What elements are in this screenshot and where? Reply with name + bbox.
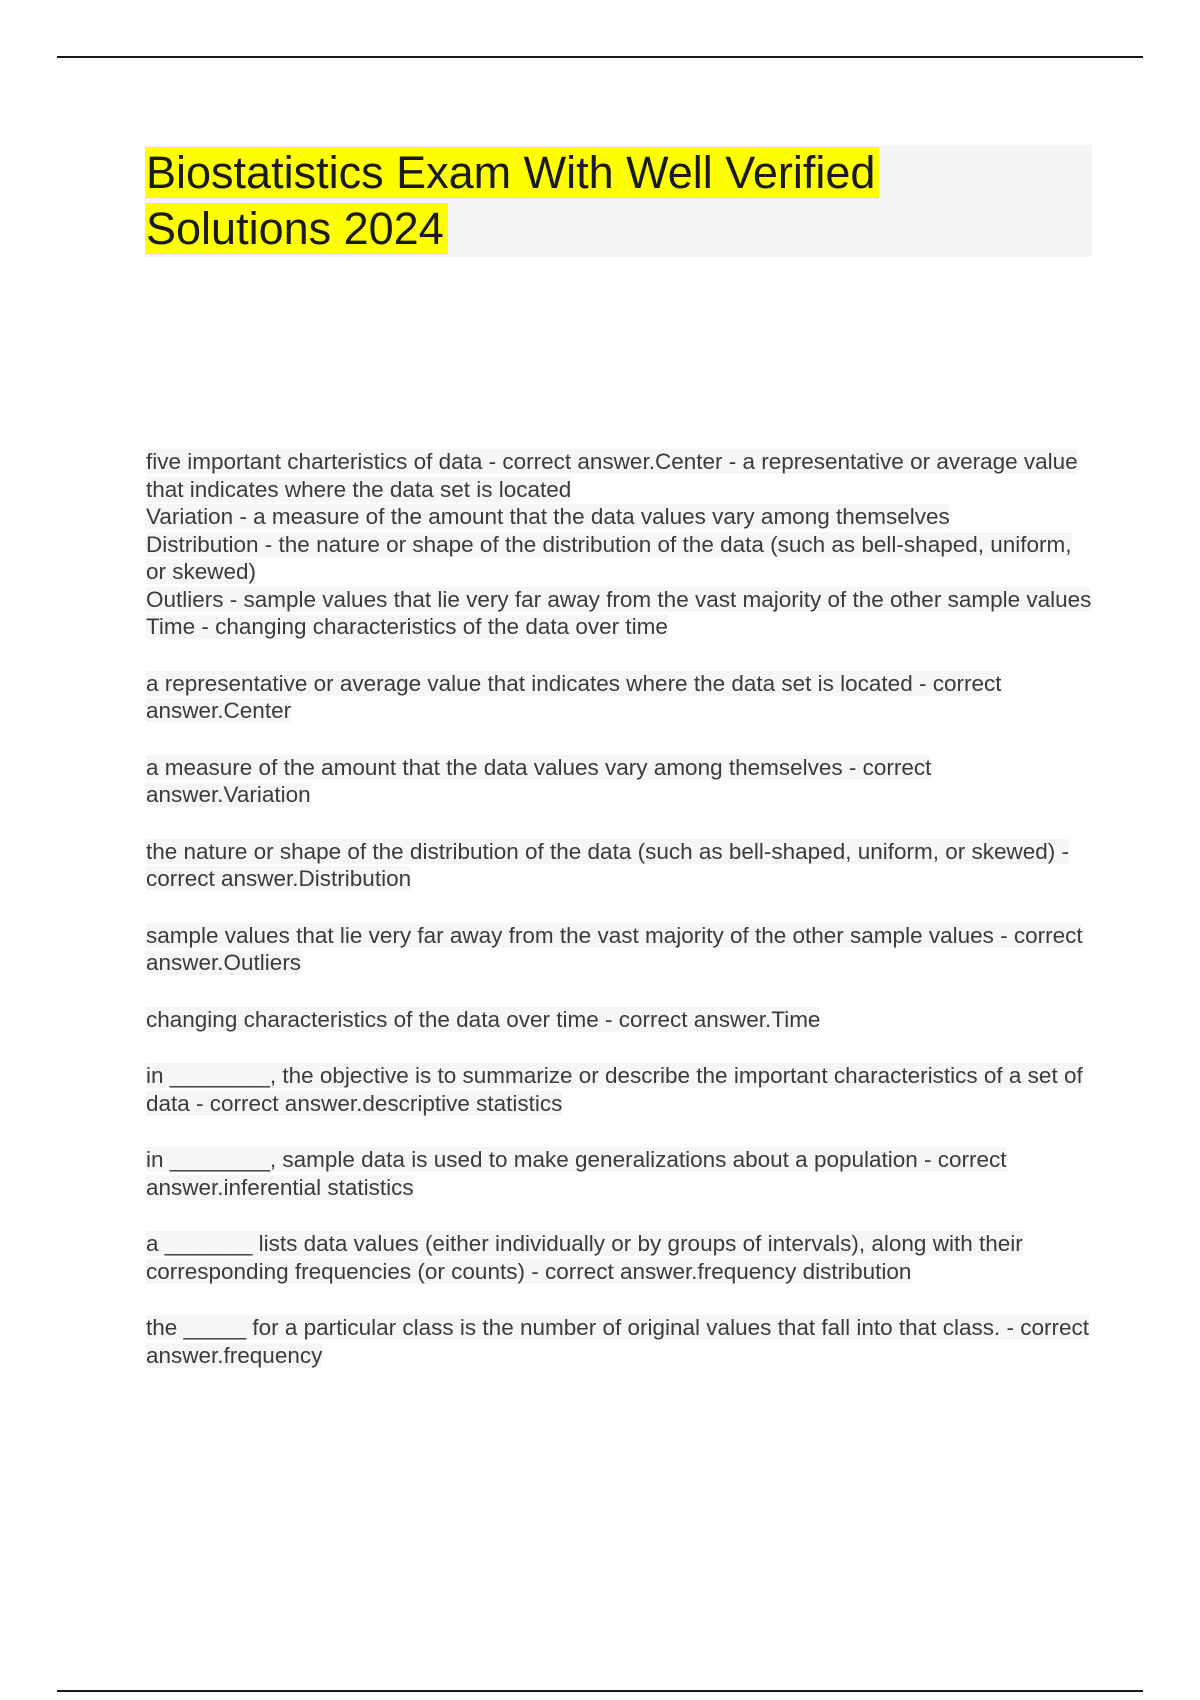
title-block (145, 145, 1092, 257)
bottom-rule (57, 1690, 1143, 1692)
qa-text: in ________, sample data is used to make generalizations about a population - correct answer.inferential statistics (146, 1147, 1007, 1200)
qa-item-characteristics (146, 448, 1096, 641)
qa-item (146, 1062, 1096, 1117)
top-rule (57, 56, 1143, 58)
qa-line: five important charteristics of data - correct answer.Center - a representative or average value that indicates where the data set is located (146, 449, 1078, 502)
qa-line: Outliers - sample values that lie very far away from the vast majority of the other sample values (146, 586, 1092, 612)
qa-text: the nature or shape of the distribution of the data (such as bell-shaped, uniform, or skewed) - correct answer.Distribution (146, 838, 1070, 891)
qa-text: sample values that lie very far away from the vast majority of the other sample values - correct answer.Outliers (146, 922, 1083, 975)
qa-text: a _______ lists data values (either individually or by groups of intervals), along with their corresponding frequencies (or counts) - correct answer.frequency distribution (146, 1231, 1023, 1284)
qa-item (146, 1314, 1096, 1369)
qa-text: a representative or average value that indicates where the data set is located - correct answer.Center (146, 670, 1002, 723)
qa-item (146, 838, 1096, 893)
qa-item (146, 670, 1096, 725)
qa-line: Distribution - the nature or shape of the distribution of the data (such as bell-shaped, uniform, or skewed) (146, 531, 1072, 584)
qa-item (146, 1230, 1096, 1285)
qa-text: changing characteristics of the data over time - correct answer.Time (146, 1006, 821, 1032)
qa-item (146, 754, 1096, 809)
title-line-1: Biostatistics Exam With Well Verified (145, 147, 879, 198)
document-title (145, 145, 1092, 257)
qa-list (146, 448, 1096, 1398)
title-line-2: Solutions 2024 (145, 203, 448, 254)
qa-item (146, 922, 1096, 977)
qa-item (146, 1006, 1096, 1034)
qa-item (146, 1146, 1096, 1201)
qa-line: Time - changing characteristics of the data over time (146, 614, 668, 639)
qa-text: a measure of the amount that the data values vary among themselves - correct answer.Variation (146, 754, 932, 807)
qa-text: the _____ for a particular class is the number of original values that fall into that class. - correct answer.frequency (146, 1315, 1089, 1368)
qa-text: in ________, the objective is to summarize or describe the important characteristics of a set of data - correct answer.descriptive statistics (146, 1063, 1083, 1116)
qa-line: Variation - a measure of the amount that the data values vary among themselves (146, 504, 950, 529)
